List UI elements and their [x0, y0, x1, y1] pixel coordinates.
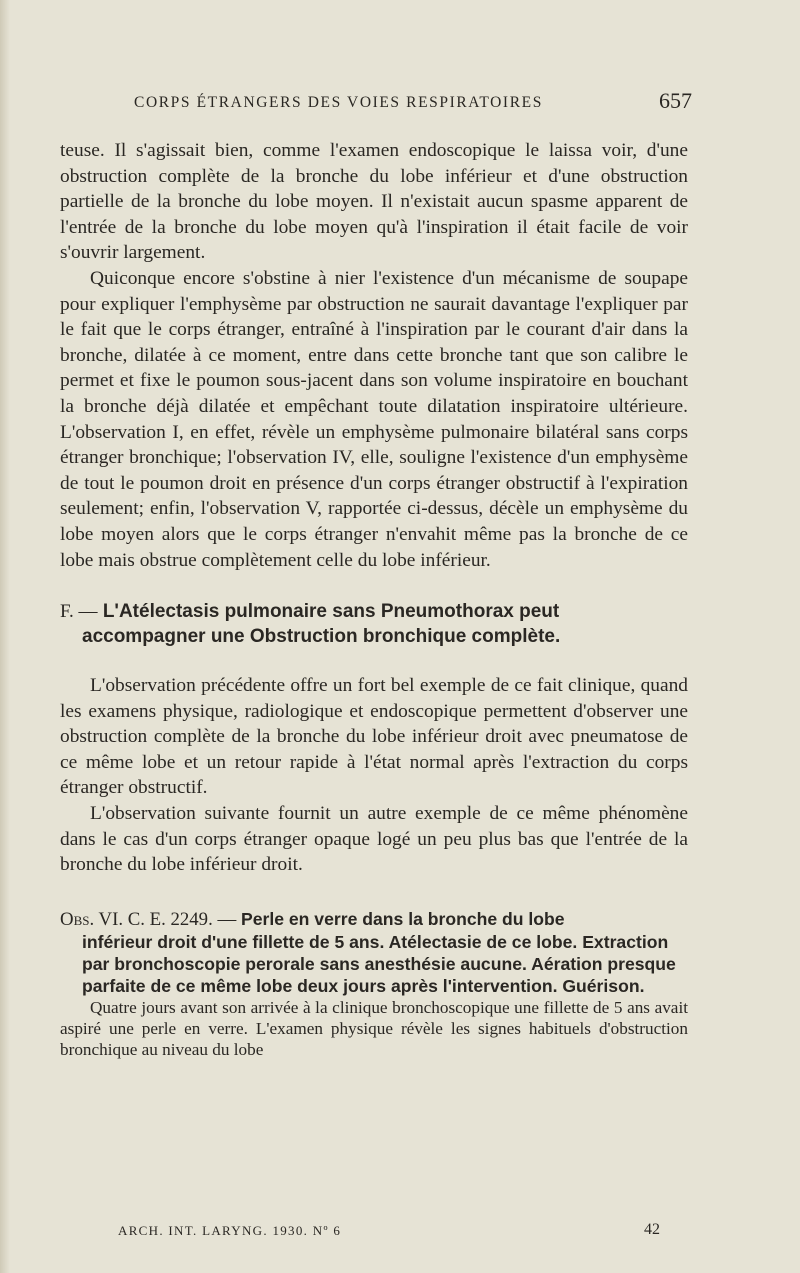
page-footer [118, 1223, 660, 1239]
paragraph-2: Quiconque encore s'obstine à nier l'existence d'un mécanisme de soupape pour expliquer l'emphysème par obstruction ne saurait davantage l'expliquer par le fait que le corps étranger, entraîné à l'inspiration par le courant d'air dans la bronche, dilatée à ce moment, entre dans cette bronche tant que son calibre le permet et fixe le poumon sous-jacent dans son volume inspiratoire en bouchant la bronche déjà dilatée et empêchant toute dilatation inspiratoire ultérieure. L'observation I, en effet, révèle un emphysème pulmonaire bilatéral sans corps étranger bronchique; l'observation IV, elle, souligne l'existence d'un emphysème de tout le poumon droit en présence d'un corps étranger obstructif à l'expiration seulement; enfin, l'observation V, rapportée ci-dessus, décèle un emphysème du lobe moyen alors que le corps étranger n'envahit même pas la bronche de ce lobe mais obstrue complètement celle du lobe inférieur. [60, 267, 688, 571]
page-header [62, 88, 690, 118]
page-edge-shadow [0, 0, 10, 1273]
journal-reference: ARCH. INT. LARYNG. 1930. Nº 6 [118, 1223, 342, 1238]
page-number: 657 [659, 88, 692, 113]
observation-title-rest: inférieur droit d'une fillette de 5 ans. Atélectasie de ce lobe. Extraction par bronchoscopie perorale sans anesthésie aucune. Aération presque parfaite de ce même lobe deux jours après l'intervention. Guérison. [82, 931, 676, 996]
signature-mark: 42 [644, 1221, 660, 1238]
section-heading-line1: L'Atélectasis pulmonaire sans Pneumothorax peut [102, 601, 560, 623]
paragraph-4: L'observation suivante fournit un autre exemple de ce même phénomène dans le cas d'un corps étranger opaque logé un peu plus bas que l'entrée de la bronche du lobe inférieur droit. [60, 803, 688, 876]
paragraph-3: L'observation précédente offre un fort bel exemple de ce fait clinique, quand les examens physique, radiologique et endoscopique permettent d'observer une obstruction complète de la bronche du lobe inférieur droit avec pneumatose de ce même lobe et un retour rapide à l'état normal après l'extraction du corps étranger obstructif. [60, 675, 688, 799]
section-heading [60, 599, 688, 649]
section-letter: F. — [60, 601, 98, 623]
running-head: CORPS ÉTRANGERS DES VOIES RESPIRATOIRES [134, 94, 543, 111]
observation-title: Perle en verre dans la bronche du lobe [240, 908, 565, 929]
paragraph-5: Quatre jours avant son arrivée à la clinique bronchoscopique une fillette de 5 ans avait aspiré une perle en verre. L'examen physique révèle les signes habituels d'obstruction bronchique au niveau du lobe [60, 997, 688, 1059]
body-text [60, 138, 688, 1060]
observation-ref: Obs. VI. C. E. 2249. — [60, 908, 237, 930]
paragraph-1: teuse. Il s'agissait bien, comme l'examen endoscopique le laissa voir, d'une obstruction complète de la bronche du lobe inférieur et d'une obstruction partielle de la bronche du lobe moyen. Il n'existait aucun spasme apparent de l'entrée de la bronche du lobe moyen qu'à l'inspiration il était facile de voir s'ouvrir largement. [60, 140, 688, 264]
observation-heading [60, 908, 688, 997]
section-heading-line2: accompagner une Obstruction bronchique complète. [82, 626, 561, 648]
